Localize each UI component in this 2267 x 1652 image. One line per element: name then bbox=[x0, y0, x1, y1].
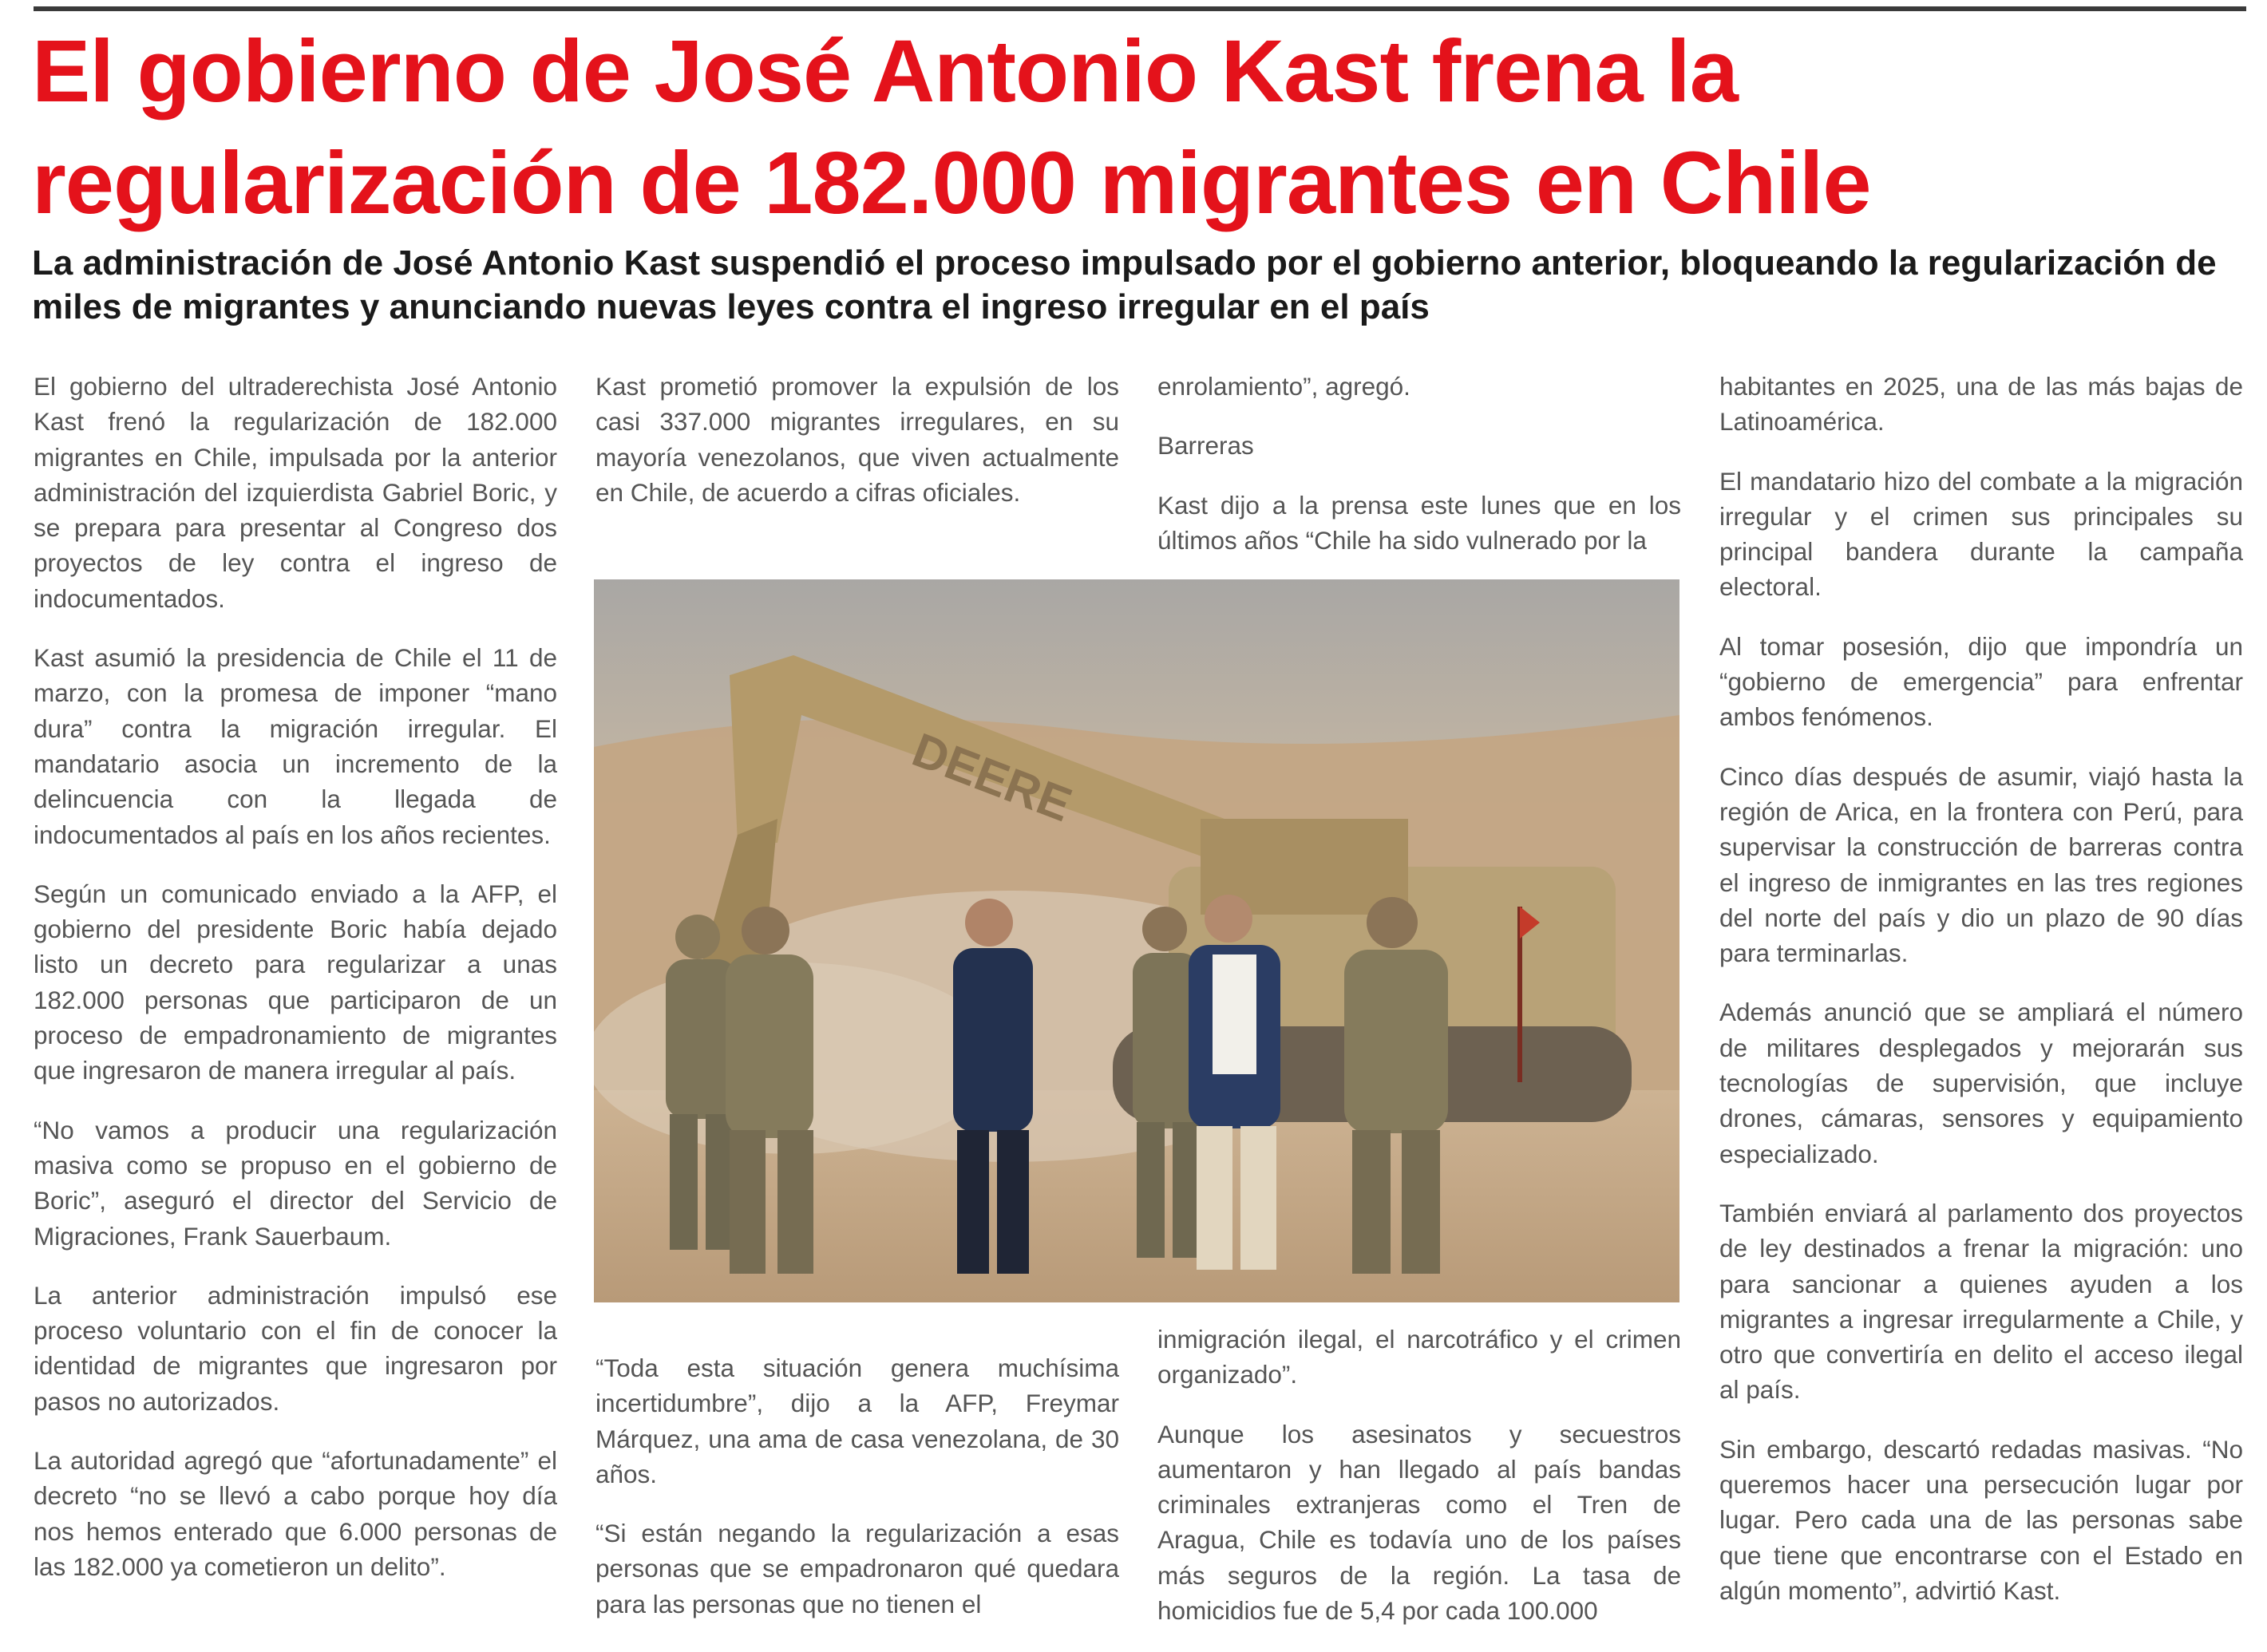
paragraph: Según un comunicado enviado a la AFP, el gobierno del presidente Boric había dejado listo un decreto para regularizar a unas 182.000 personas que participaron de un proceso de empadronamiento de migrantes que ingresaron de manera irregular al país. bbox=[34, 879, 557, 1085]
paragraph: Además anunció que se ampliará el número de militares desplegados y mejorarán sus tecnologías de supervisión, que incluye drones, cámaras, sensores y equipamiento especializado. bbox=[1719, 998, 2243, 1168]
paragraph: Kast asumió la presidencia de Chile el 11 de marzo, con la promesa de imponer “mano dura” contra la migración irregular. El mandatario asocia un incremento de la delincuencia con la llegada de indocumentados al país en los años recientes. bbox=[34, 643, 557, 849]
paragraph: Al tomar posesión, dijo que impondría un “gobierno de emergencia” para enfrentar ambos fenómenos. bbox=[1719, 631, 2243, 732]
paragraph: “Si están negando la regularización a esas personas que se empadronaron qué quedara para las personas que no tienen el bbox=[595, 1519, 1119, 1618]
column-1 bbox=[34, 369, 557, 1608]
column-3-bottom bbox=[1157, 1322, 1681, 1652]
paragraph: Aunque los asesinatos y secuestros aumentaron y han llegado al país bandas criminales extranjeras como el Tren de Aragua, Chile es todavía uno de los países más seguros de la región. La tasa de homicidios fue de 5,4 por cada 100.000 bbox=[1157, 1419, 1681, 1626]
paragraph: inmigración ilegal, el narcotráfico y el crimen organizado”. bbox=[1157, 1325, 1681, 1389]
paragraph: “No vamos a producir una regularización masiva como se propuso en el gobierno de Boric”, aseguró el director del Servicio de Migraciones, Frank Sauerbaum. bbox=[34, 1115, 557, 1251]
column-3-top bbox=[1157, 369, 1681, 582]
excavator-label: DEERE bbox=[905, 722, 1079, 832]
column-4 bbox=[1719, 369, 2243, 1632]
headline: El gobierno de José Antonio Kast frena la regularización de 182.000 migrantes en Chile bbox=[32, 22, 1871, 232]
paragraph: Cinco días después de asumir, viajó hasta la región de Arica, en la frontera con Perú, para supervisar la construcción de barreras contra el ingreso de inmigrantes en las tres regiones del norte del país y dio un plazo de 90 días para terminarlas. bbox=[1719, 761, 2243, 968]
column-2-top bbox=[595, 369, 1119, 534]
paragraph: Sin embargo, descartó redadas masivas. “No queremos hacer una persecución lugar por lugar. Pero cada una de las personas sabe que tiene que encontrarse con el Estado en algún momento”, advirtió Kast. bbox=[1719, 1434, 2243, 1605]
paragraph: El mandatario hizo del combate a la migración irregular y el crimen sus principales su principal bandera durante la campaña electoral. bbox=[1719, 466, 2243, 602]
news-photo bbox=[594, 579, 1679, 1302]
top-rule bbox=[34, 6, 2246, 11]
paragraph: El gobierno del ultraderechista José Antonio Kast frenó la regularización de 182.000 migrantes en Chile, impulsada por la anterior administración del izquierdista Gabriel Boric, y se prepara para presentar al Congreso dos proyectos de ley contra el ingreso de indocumentados. bbox=[34, 372, 557, 613]
paragraph: Kast prometió promover la expulsión de los casi 337.000 migrantes irregulares, en su mayoría venezolanos, que viven actualmente en Chile, de acuerdo a cifras oficiales. bbox=[595, 372, 1119, 507]
paragraph: enrolamiento”, agregó. bbox=[1157, 372, 1410, 401]
paragraph: La anterior administración impulsó ese proceso voluntario con el fin de conocer la identidad de migrantes que ingresaron por pasos no autorizados. bbox=[34, 1280, 557, 1416]
column-2-bottom bbox=[595, 1350, 1119, 1646]
paragraph: Kast dijo a la prensa este lunes que en los últimos años “Chile ha sido vulnerado por la bbox=[1157, 490, 1681, 555]
subheadline: La administración de José Antonio Kast suspendió el proceso impulsado por el gobierno anterior, bloqueando la regularización de miles de migrantes y anunciando nuevas leyes contra el ingreso irregular en el país bbox=[32, 243, 2217, 326]
subheading-barreras: Barreras bbox=[1157, 431, 1254, 460]
photo-illustration bbox=[594, 579, 1679, 1302]
paragraph: habitantes en 2025, una de las más bajas de Latinoamérica. bbox=[1719, 372, 2243, 437]
paragraph: También enviará al parlamento dos proyectos de ley destinados a frenar la migración: uno para sancionar a quienes ayuden a los migrantes a ingresar irregularmente a Chile, y otro que convertiría en delito el acceso ilegal al país. bbox=[1719, 1198, 2243, 1405]
paragraph: “Toda esta situación genera muchísima incertidumbre”, dijo a la AFP, Freymar Márquez, una ama de casa venezolana, de 30 años. bbox=[595, 1354, 1119, 1488]
paragraph: La autoridad agregó que “afortunadamente” el decreto “no se llevó a cabo porque hoy día nos hemos enterado que 6.000 personas de las 182.000 ya cometieron un delito”. bbox=[34, 1446, 557, 1581]
